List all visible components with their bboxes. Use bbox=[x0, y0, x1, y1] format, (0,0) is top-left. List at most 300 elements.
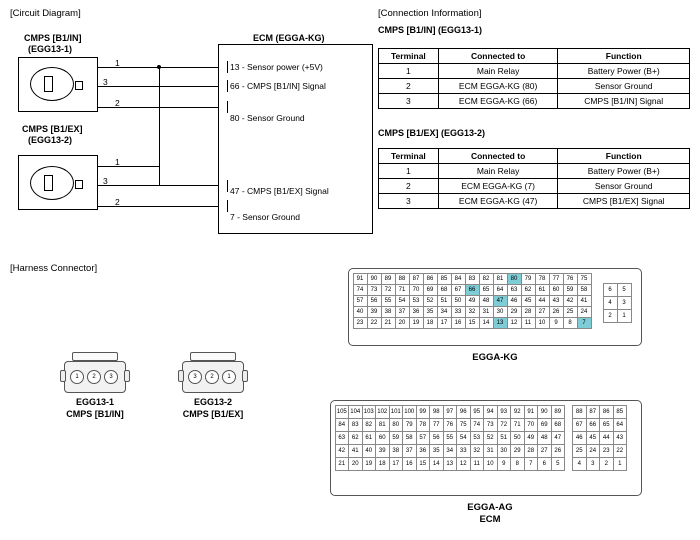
pin-2: 2 bbox=[603, 309, 618, 323]
pin-94: 94 bbox=[483, 405, 498, 419]
pin-16: 16 bbox=[451, 317, 466, 329]
cell: 2 bbox=[379, 179, 439, 194]
pin-91: 91 bbox=[524, 405, 539, 419]
pin-row bbox=[603, 296, 631, 309]
section-title-circuit-diagram: [Circuit Diagram] bbox=[10, 8, 81, 19]
pin-row bbox=[353, 295, 591, 306]
pin-row bbox=[353, 273, 591, 284]
pin-60: 60 bbox=[549, 284, 564, 296]
pin-11: 11 bbox=[521, 317, 536, 329]
pin-75: 75 bbox=[456, 418, 471, 432]
ecm-pin-47-label: 47 - CMPS [B1/EX] Signal bbox=[230, 186, 329, 196]
pin-23: 23 bbox=[599, 444, 614, 458]
cell: Battery Power (B+) bbox=[558, 64, 690, 79]
pin-72: 72 bbox=[381, 284, 396, 296]
pin-45: 45 bbox=[521, 295, 536, 307]
pin-57: 57 bbox=[353, 295, 368, 307]
table-row bbox=[379, 94, 690, 109]
pin-28: 28 bbox=[521, 306, 536, 318]
cell: Main Relay bbox=[438, 64, 558, 79]
pin-69: 69 bbox=[423, 284, 438, 296]
pin-row bbox=[353, 306, 591, 317]
pin-39: 39 bbox=[375, 444, 390, 458]
pin-10: 10 bbox=[483, 457, 498, 471]
pin-17: 17 bbox=[389, 457, 404, 471]
table1-header-terminal: Terminal bbox=[379, 49, 439, 64]
pin-105: 105 bbox=[335, 405, 350, 419]
pin-64: 64 bbox=[613, 418, 628, 432]
pin-27: 27 bbox=[537, 444, 552, 458]
pin-39: 39 bbox=[367, 306, 382, 318]
table2-header-connected: Connected to bbox=[438, 149, 558, 164]
pin-29: 29 bbox=[507, 306, 522, 318]
pin-54: 54 bbox=[395, 295, 410, 307]
table2-header-terminal: Terminal bbox=[379, 149, 439, 164]
pin-20: 20 bbox=[348, 457, 363, 471]
pin-19: 19 bbox=[409, 317, 424, 329]
connection-table-2 bbox=[378, 148, 690, 209]
pin-82: 82 bbox=[362, 418, 377, 432]
pin-84: 84 bbox=[451, 273, 466, 285]
pin-30: 30 bbox=[493, 306, 508, 318]
sensor1-label-line2: (EGG13-1) bbox=[28, 44, 73, 54]
pin-5: 5 bbox=[551, 457, 566, 471]
pin-84: 84 bbox=[335, 418, 350, 432]
sensor1-inner-slot bbox=[44, 76, 53, 92]
table-row bbox=[379, 64, 690, 79]
egg13-2-pin-3: 3 bbox=[188, 370, 202, 384]
pin-15: 15 bbox=[416, 457, 431, 471]
pin-78: 78 bbox=[535, 273, 550, 285]
pin-45: 45 bbox=[586, 431, 601, 445]
pin-20: 20 bbox=[395, 317, 410, 329]
pin-18: 18 bbox=[375, 457, 390, 471]
pin-19: 19 bbox=[362, 457, 377, 471]
pin-59: 59 bbox=[563, 284, 578, 296]
table1-header-row bbox=[379, 49, 690, 64]
pin-53: 53 bbox=[409, 295, 424, 307]
pin-77: 77 bbox=[429, 418, 444, 432]
pin-34: 34 bbox=[437, 306, 452, 318]
pin-10: 10 bbox=[535, 317, 550, 329]
cell: ECM EGGA-KG (66) bbox=[438, 94, 558, 109]
pin-14: 14 bbox=[479, 317, 494, 329]
pin-31: 31 bbox=[483, 444, 498, 458]
cell: CMPS [B1/IN] Signal bbox=[558, 94, 690, 109]
pin-row bbox=[353, 284, 591, 295]
ecm-box bbox=[218, 44, 373, 234]
junction-dot bbox=[157, 65, 161, 69]
pin-9: 9 bbox=[497, 457, 512, 471]
sensor2-pin3-wire bbox=[98, 185, 218, 186]
pin-79: 79 bbox=[402, 418, 417, 432]
pin-14: 14 bbox=[429, 457, 444, 471]
pin-43: 43 bbox=[613, 431, 628, 445]
pin-13: 13 bbox=[443, 457, 458, 471]
table-row bbox=[379, 179, 690, 194]
cell: ECM EGGA-KG (80) bbox=[438, 79, 558, 94]
cell: 2 bbox=[379, 79, 439, 94]
pin-46: 46 bbox=[507, 295, 522, 307]
ecm-pin-80-label: 80 - Sensor Ground bbox=[230, 113, 305, 123]
pin-35: 35 bbox=[423, 306, 438, 318]
pin-41: 41 bbox=[577, 295, 592, 307]
egga-kg-side-grid bbox=[603, 283, 631, 328]
pin-row bbox=[573, 444, 627, 457]
pin-68: 68 bbox=[437, 284, 452, 296]
pin-55: 55 bbox=[443, 431, 458, 445]
pin-42: 42 bbox=[335, 444, 350, 458]
pin-18: 18 bbox=[423, 317, 438, 329]
pin-row bbox=[573, 457, 627, 470]
pin-33: 33 bbox=[451, 306, 466, 318]
pin-47: 47 bbox=[551, 431, 566, 445]
pin-15: 15 bbox=[465, 317, 480, 329]
pin-21: 21 bbox=[381, 317, 396, 329]
pin-80: 80 bbox=[389, 418, 404, 432]
egg13-2-caption-sub: CMPS [B1/EX] bbox=[182, 409, 244, 419]
pin-8: 8 bbox=[563, 317, 578, 329]
pin-65: 65 bbox=[479, 284, 494, 296]
table1-header-connected: Connected to bbox=[438, 49, 558, 64]
pin-26: 26 bbox=[549, 306, 564, 318]
pin-57: 57 bbox=[416, 431, 431, 445]
pin-row bbox=[335, 457, 565, 470]
pin-28: 28 bbox=[524, 444, 539, 458]
egg13-1-right-lug bbox=[124, 370, 130, 382]
section-title-connection-information: [Connection Information] bbox=[378, 8, 482, 19]
pin-85: 85 bbox=[437, 273, 452, 285]
pin-41: 41 bbox=[348, 444, 363, 458]
pin-row bbox=[603, 309, 631, 322]
pin-52: 52 bbox=[423, 295, 438, 307]
sensor2-pin2-number: 2 bbox=[115, 197, 120, 207]
egg13-1-top-rail bbox=[72, 352, 118, 361]
pin-73: 73 bbox=[483, 418, 498, 432]
pin-36: 36 bbox=[409, 306, 424, 318]
pin-50: 50 bbox=[451, 295, 466, 307]
pin-row bbox=[573, 405, 627, 418]
pin-59: 59 bbox=[389, 431, 404, 445]
egg13-2-caption-name: EGG13-2 bbox=[193, 397, 233, 407]
pin-66: 66 bbox=[465, 284, 480, 296]
pin-row bbox=[573, 431, 627, 444]
pin-12: 12 bbox=[507, 317, 522, 329]
pin-4: 4 bbox=[572, 457, 587, 471]
egg13-2-pin-2: 2 bbox=[205, 370, 219, 384]
pin-58: 58 bbox=[577, 284, 592, 296]
pin-5: 5 bbox=[617, 283, 632, 297]
pin-22: 22 bbox=[613, 444, 628, 458]
pin-row bbox=[335, 405, 565, 418]
pin-24: 24 bbox=[586, 444, 601, 458]
pin-26: 26 bbox=[551, 444, 566, 458]
pin-54: 54 bbox=[456, 431, 471, 445]
pin-73: 73 bbox=[367, 284, 382, 296]
pin-46: 46 bbox=[572, 431, 587, 445]
pin-67: 67 bbox=[451, 284, 466, 296]
pin-87: 87 bbox=[586, 405, 601, 419]
section-title-harness-connector: [Harness Connector] bbox=[10, 263, 98, 274]
pin-44: 44 bbox=[599, 431, 614, 445]
pin-13: 13 bbox=[493, 317, 508, 329]
pin-76: 76 bbox=[443, 418, 458, 432]
pin-40: 40 bbox=[362, 444, 377, 458]
pin-row bbox=[573, 418, 627, 431]
pin-78: 78 bbox=[416, 418, 431, 432]
cell: Main Relay bbox=[438, 164, 558, 179]
pin-25: 25 bbox=[572, 444, 587, 458]
pin-37: 37 bbox=[395, 306, 410, 318]
pin-65: 65 bbox=[599, 418, 614, 432]
ecm-pin47-stub bbox=[227, 180, 228, 192]
pin-93: 93 bbox=[497, 405, 512, 419]
pin-53: 53 bbox=[470, 431, 485, 445]
table-row bbox=[379, 194, 690, 209]
pin-68: 68 bbox=[551, 418, 566, 432]
egga-ag-side-grid bbox=[573, 405, 627, 470]
pin-74: 74 bbox=[470, 418, 485, 432]
pin-83: 83 bbox=[348, 418, 363, 432]
pin-43: 43 bbox=[549, 295, 564, 307]
egga-ag-main-grid bbox=[335, 405, 565, 470]
sensor1-pin3-number: 3 bbox=[103, 77, 108, 87]
pin-3: 3 bbox=[617, 296, 632, 310]
pin-56: 56 bbox=[367, 295, 382, 307]
pin-6: 6 bbox=[603, 283, 618, 297]
pin-71: 71 bbox=[510, 418, 525, 432]
cell: 1 bbox=[379, 64, 439, 79]
pin-83: 83 bbox=[465, 273, 480, 285]
cell: CMPS [B1/EX] Signal bbox=[558, 194, 690, 209]
egg13-1-pin-3: 3 bbox=[104, 370, 118, 384]
table2-header-function: Function bbox=[558, 149, 690, 164]
pin-102: 102 bbox=[375, 405, 390, 419]
pin-31: 31 bbox=[479, 306, 494, 318]
pin-97: 97 bbox=[443, 405, 458, 419]
egg13-1-left-lug bbox=[60, 370, 66, 382]
ecm-pin13-stub bbox=[227, 61, 228, 73]
pin-60: 60 bbox=[375, 431, 390, 445]
pin-49: 49 bbox=[524, 431, 539, 445]
pin-61: 61 bbox=[362, 431, 377, 445]
pin-4: 4 bbox=[603, 296, 618, 310]
pin-6: 6 bbox=[537, 457, 552, 471]
pin-36: 36 bbox=[416, 444, 431, 458]
pin-95: 95 bbox=[470, 405, 485, 419]
pinmap-egga-kg bbox=[348, 268, 642, 346]
egg13-2-top-rail bbox=[190, 352, 236, 361]
pin-75: 75 bbox=[577, 273, 592, 285]
pin-86: 86 bbox=[423, 273, 438, 285]
pin-103: 103 bbox=[362, 405, 377, 419]
pin-70: 70 bbox=[524, 418, 539, 432]
pin-71: 71 bbox=[395, 284, 410, 296]
sensor1-label-line1: CMPS [B1/IN] bbox=[24, 33, 82, 43]
pin-77: 77 bbox=[549, 273, 564, 285]
pin-23: 23 bbox=[353, 317, 368, 329]
pin-27: 27 bbox=[535, 306, 550, 318]
pin-76: 76 bbox=[563, 273, 578, 285]
pin-89: 89 bbox=[381, 273, 396, 285]
sensor2-pin1-number: 1 bbox=[115, 157, 120, 167]
pin-42: 42 bbox=[563, 295, 578, 307]
pin-9: 9 bbox=[549, 317, 564, 329]
pin-51: 51 bbox=[437, 295, 452, 307]
pin-22: 22 bbox=[367, 317, 382, 329]
pin-2: 2 bbox=[599, 457, 614, 471]
pin-34: 34 bbox=[443, 444, 458, 458]
egg13-1-pin-2: 2 bbox=[87, 370, 101, 384]
egg13-2-left-lug bbox=[178, 370, 184, 382]
pin-62: 62 bbox=[521, 284, 536, 296]
egg13-1-caption-sub: CMPS [B1/IN] bbox=[66, 409, 124, 419]
pin-35: 35 bbox=[429, 444, 444, 458]
sensor2-pin3-number: 3 bbox=[103, 176, 108, 186]
pin-67: 67 bbox=[572, 418, 587, 432]
cell: Sensor Ground bbox=[558, 179, 690, 194]
egga-ag-caption-line1: EGGA-AG bbox=[467, 502, 513, 513]
pin-12: 12 bbox=[456, 457, 471, 471]
pin-48: 48 bbox=[479, 295, 494, 307]
egga-ag-caption-line2: ECM bbox=[479, 514, 501, 525]
table2-title: CMPS [B1/EX] (EGG13-2) bbox=[378, 128, 486, 138]
cell: 1 bbox=[379, 164, 439, 179]
pin-7: 7 bbox=[577, 317, 592, 329]
pin-90: 90 bbox=[367, 273, 382, 285]
pin-72: 72 bbox=[497, 418, 512, 432]
table-row bbox=[379, 164, 690, 179]
pin-11: 11 bbox=[470, 457, 485, 471]
pin-row bbox=[603, 283, 631, 296]
egg13-2-right-lug bbox=[242, 370, 248, 382]
pin-87: 87 bbox=[409, 273, 424, 285]
pin-33: 33 bbox=[456, 444, 471, 458]
egg13-1-caption-name: EGG13-1 bbox=[75, 397, 115, 407]
pin-79: 79 bbox=[521, 273, 536, 285]
pin-38: 38 bbox=[389, 444, 404, 458]
cell: ECM EGGA-KG (47) bbox=[438, 194, 558, 209]
pin-row bbox=[335, 431, 565, 444]
pin-52: 52 bbox=[483, 431, 498, 445]
pin-row bbox=[353, 317, 591, 328]
pin-29: 29 bbox=[510, 444, 525, 458]
pin-21: 21 bbox=[335, 457, 350, 471]
pin-62: 62 bbox=[348, 431, 363, 445]
pin-7: 7 bbox=[524, 457, 539, 471]
pin-92: 92 bbox=[510, 405, 525, 419]
pin-81: 81 bbox=[375, 418, 390, 432]
pin-1: 1 bbox=[613, 457, 628, 471]
pin-81: 81 bbox=[493, 273, 508, 285]
power-junction-vertical bbox=[159, 67, 160, 186]
pin-91: 91 bbox=[353, 273, 368, 285]
cell: Sensor Ground bbox=[558, 79, 690, 94]
pin-56: 56 bbox=[429, 431, 444, 445]
ecm-pin80-stub bbox=[227, 101, 228, 113]
pin-40: 40 bbox=[353, 306, 368, 318]
pin-70: 70 bbox=[409, 284, 424, 296]
pin-30: 30 bbox=[497, 444, 512, 458]
pin-47: 47 bbox=[493, 295, 508, 307]
pin-32: 32 bbox=[470, 444, 485, 458]
table-row bbox=[379, 79, 690, 94]
pin-17: 17 bbox=[437, 317, 452, 329]
sensor2-inner-tab bbox=[75, 180, 83, 189]
pin-25: 25 bbox=[563, 306, 578, 318]
cell: 3 bbox=[379, 94, 439, 109]
sensor1-pin1-number: 1 bbox=[115, 58, 120, 68]
pin-89: 89 bbox=[551, 405, 566, 419]
pin-3: 3 bbox=[586, 457, 601, 471]
ecm-pin-13-label: 13 - Sensor power (+5V) bbox=[230, 62, 323, 72]
egga-kg-caption: EGGA-KG bbox=[472, 352, 518, 363]
pin-16: 16 bbox=[402, 457, 417, 471]
pin-38: 38 bbox=[381, 306, 396, 318]
pin-63: 63 bbox=[507, 284, 522, 296]
pin-66: 66 bbox=[586, 418, 601, 432]
pin-90: 90 bbox=[537, 405, 552, 419]
ecm-pin-7-label: 7 - Sensor Ground bbox=[230, 212, 300, 222]
table1-header-function: Function bbox=[558, 49, 690, 64]
pin-104: 104 bbox=[348, 405, 363, 419]
table1-title: CMPS [B1/IN] (EGG13-1) bbox=[378, 25, 483, 35]
pin-96: 96 bbox=[456, 405, 471, 419]
pin-98: 98 bbox=[429, 405, 444, 419]
pin-101: 101 bbox=[389, 405, 404, 419]
sensor2-pin1-wire bbox=[98, 166, 160, 167]
pin-99: 99 bbox=[416, 405, 431, 419]
sensor1-pin2-number: 2 bbox=[115, 98, 120, 108]
egg13-2-pin-1: 1 bbox=[222, 370, 236, 384]
pin-44: 44 bbox=[535, 295, 550, 307]
pin-49: 49 bbox=[465, 295, 480, 307]
pin-80: 80 bbox=[507, 273, 522, 285]
pin-86: 86 bbox=[599, 405, 614, 419]
ecm-box-label: ECM (EGGA-KG) bbox=[253, 33, 325, 43]
pin-63: 63 bbox=[335, 431, 350, 445]
pin-37: 37 bbox=[402, 444, 417, 458]
sensor1-pin3-wire bbox=[98, 86, 218, 87]
ecm-pin66-stub bbox=[227, 80, 228, 92]
pin-88: 88 bbox=[572, 405, 587, 419]
pin-1: 1 bbox=[617, 309, 632, 323]
egga-kg-main-grid bbox=[353, 273, 591, 328]
egg13-1-pin-1: 1 bbox=[70, 370, 84, 384]
pin-51: 51 bbox=[497, 431, 512, 445]
pin-82: 82 bbox=[479, 273, 494, 285]
sensor2-label-line1: CMPS [B1/EX] bbox=[22, 124, 83, 134]
sensor2-inner-slot bbox=[44, 175, 53, 191]
ecm-pin7-stub bbox=[227, 200, 228, 212]
pin-69: 69 bbox=[537, 418, 552, 432]
pin-row bbox=[335, 444, 565, 457]
pin-50: 50 bbox=[510, 431, 525, 445]
pin-85: 85 bbox=[613, 405, 628, 419]
pin-row bbox=[335, 418, 565, 431]
connection-table-1 bbox=[378, 48, 690, 109]
sensor1-inner-tab bbox=[75, 81, 83, 90]
cell: ECM EGGA-KG (7) bbox=[438, 179, 558, 194]
pin-32: 32 bbox=[465, 306, 480, 318]
pin-8: 8 bbox=[510, 457, 525, 471]
pin-100: 100 bbox=[402, 405, 417, 419]
cell: Battery Power (B+) bbox=[558, 164, 690, 179]
pin-48: 48 bbox=[537, 431, 552, 445]
pin-74: 74 bbox=[353, 284, 368, 296]
cell: 3 bbox=[379, 194, 439, 209]
sensor2-label-line2: (EGG13-2) bbox=[28, 135, 73, 145]
